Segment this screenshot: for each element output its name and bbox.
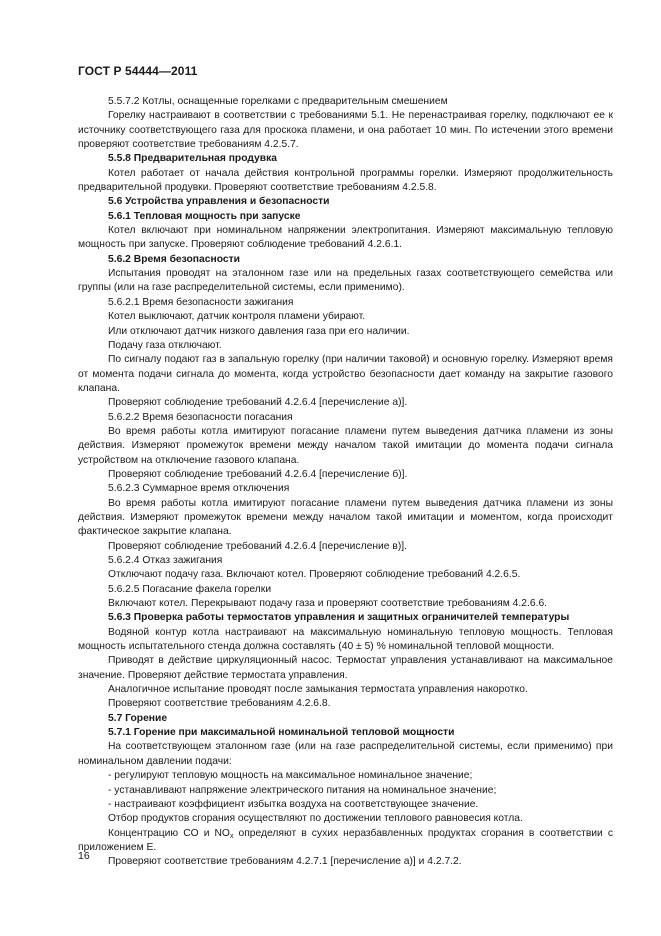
nox-subscript: x <box>229 832 234 840</box>
section-heading: 5.6.3 Проверка работы термостатов управления и защитных ограничителей температуры <box>108 612 570 624</box>
paragraph: Котел включают при номинальном напряжении электропитания. Измеряют максимальную тепловую мощность при запуске. Проверяют соблюдение требований 4.2.6.1. <box>78 225 613 251</box>
section-heading: 5.6.2 Время безопасности <box>108 253 240 265</box>
nox-paragraph <box>78 827 613 856</box>
section-heading: 5.7 Горение <box>108 712 168 724</box>
paragraph: Аналогичное испытание проводят после замыкания термостата управления накоротко. <box>108 684 528 696</box>
paragraph: 5.6.2.5 Погасание факела горелки <box>108 583 272 595</box>
paragraph: Проверяют соблюдение требований 4.2.6.4 [перечисление б)]. <box>108 468 408 480</box>
paragraph: Проверяют соответствие требованиям 4.2.6.8. <box>108 698 331 710</box>
list-item: - настраивают коэффициент избытка воздуха на соответствующее значение. <box>108 798 479 810</box>
paragraph: Проверяют соответствие требованиям 4.2.7.1 [перечисление а)] и 4.2.7.2. <box>108 856 462 868</box>
paragraph: Подачу газа отключают. <box>108 339 222 351</box>
paragraph: Проверяют соблюдение требований 4.2.6.4 [перечисление в)]. <box>108 540 407 552</box>
paragraph: Во время работы котла имитируют погасание пламени путем выведения датчика пламени из зоны действия. Измеряют промежуток времени между началом такой имитации и моментом, когда происходит фактическое закрытие клапана. <box>78 497 613 538</box>
paragraph: 5.6.2.2 Время безопасности погасания <box>108 411 293 423</box>
paragraph: Котел работает от начала действия контрольной программы горелки. Измеряют продолжительность предварительной продувки. Проверяют соответствие требованиям 4.2.5.8. <box>78 167 613 194</box>
paragraph: Включают котел. Перекрывают подачу газа и проверяют соответствие требованиям 4.2.6.6. <box>108 598 548 610</box>
paragraph: По сигналу подают газ в запальную горелку (при наличии таковой) и основную горелку. Измеряют время от момента подачи сигнала до момента, когда устройство безопасности дает команду на закрытие газового клапана. <box>78 354 613 394</box>
section-heading: 5.5.8 Предварительная продувка <box>108 153 277 165</box>
paragraph: Отбор продуктов сгорания осуществляют по достижении теплового равновесия котла. <box>108 813 523 825</box>
nox-text-after: определяют в сухих неразбавленных продуктах сгорания в соответствии с приложением Е. <box>78 827 613 853</box>
paragraph: Проверяют соблюдение требований 4.2.6.4 [перечисление а)]. <box>108 397 408 409</box>
paragraph: 5.5.7.2 Котлы, оснащенные горелками с предварительным смешением <box>108 96 448 107</box>
section-heading: 5.6.1 Тепловая мощность при запуске <box>108 210 301 222</box>
paragraph: Горелку настраивают в соответствии с требованиями 5.1. Не перенастраивая горелку, подключают ее к источнику соответствующего газа для проскока пламени, и она работает 10 мин. По истечении этого времени проверяют соответствие требованиям 4.2.5.7. <box>78 110 613 151</box>
paragraph: На соответствующем эталонном газе (или на газе распределительной системы, если применимо) при номинальном давлении подачи: <box>78 741 613 767</box>
paragraph: Водяной контур котла настраивают на максимальную номинальную тепловую мощность. Тепловая мощность испытательного стенда должна составлять (40 ± 5) % номинальной тепловой мощности. <box>78 626 613 653</box>
paragraph: Котел выключают, датчик контроля пламени убирают. <box>108 311 366 323</box>
paragraph: 5.6.2.4 Отказ зажигания <box>108 555 223 566</box>
document-header: ГОСТ Р 54444—2011 <box>78 64 198 78</box>
paragraph: Во время работы котла имитируют погасание пламени путем выведения датчика пламени из зоны действия. Измеряют промежуток времени между началом такой имитации до момента подачи сигнала устройством на отключение газового клапана. <box>78 425 613 466</box>
document-body <box>78 95 613 870</box>
paragraph: Отключают подачу газа. Включают котел. Проверяют соблюдение требований 4.2.6.5. <box>108 569 521 581</box>
paragraph: 5.6.2.3 Суммарное время отключения <box>108 483 290 495</box>
page-number: 16 <box>78 850 90 862</box>
paragraph: Испытания проводят на эталонном газе или на предельных газах соответствующего семейства или группы (или на газе распределительной системы, если применимо). <box>78 268 613 294</box>
paragraph: 5.6.2.1 Время безопасности зажигания <box>108 296 294 308</box>
paragraph: Или отключают датчик низкого давления газа при его наличии. <box>108 325 410 337</box>
paragraph: Приводят в действие циркуляционный насос. Термостат управления устанавливают на максимальное значение. Проверяют действие термостата управления. <box>78 655 613 681</box>
section-heading: 5.7.1 Горение при максимальной номинальной тепловой мощности <box>108 727 455 739</box>
list-item: - регулируют тепловую мощность на максимальное номинальное значение; <box>108 770 473 782</box>
nox-text-before: Концентрацию CO и NO <box>108 827 230 839</box>
section-heading: 5.6 Устройства управления и безопасности <box>108 196 330 208</box>
list-item: - устанавливают напряжение электрического питания на номинальное значение; <box>108 784 497 796</box>
